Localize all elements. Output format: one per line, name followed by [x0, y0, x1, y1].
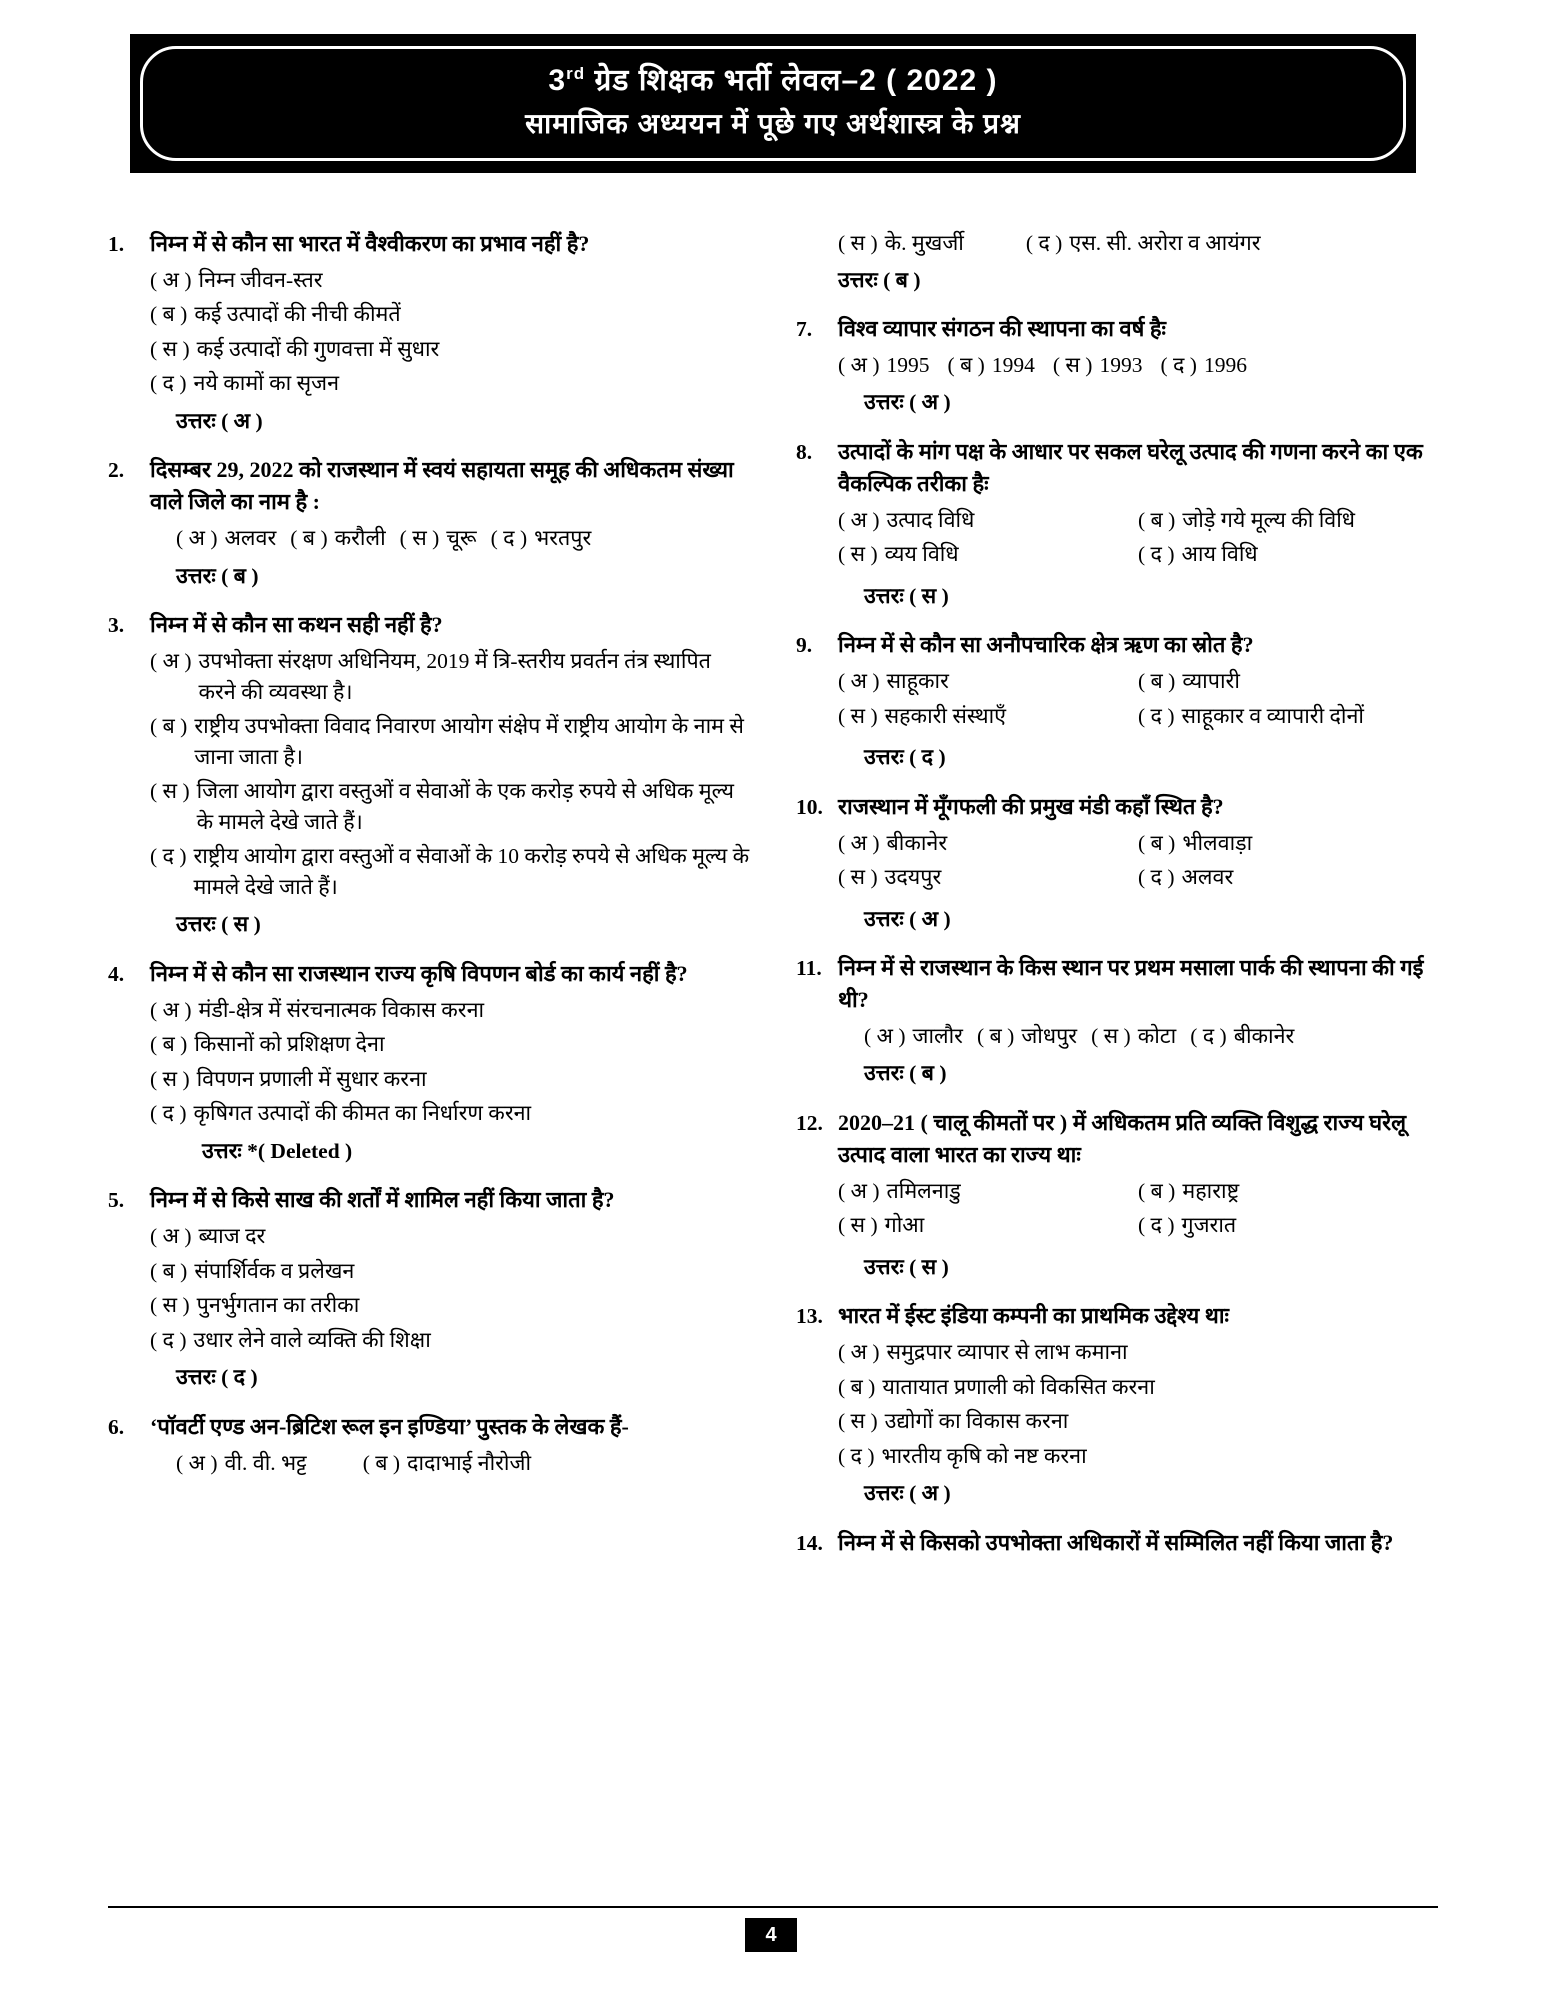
option-label-d: ( द ): [1138, 865, 1175, 890]
option-text: राष्ट्रीय आयोग द्वारा वस्तुओं व सेवाओं के 10 करोड़ रुपये से अधिक मूल्य के मामले देखे जाते हैं।: [193, 844, 750, 899]
header-title-line2: सामाजिक अध्ययन में पूछे गए अर्थशास्त्र के प्रश्न: [525, 107, 1021, 139]
option-label-d: ( द ): [1025, 231, 1063, 255]
option-text: राष्ट्रीय उपभोक्ता विवाद निवारण आयोग संक्षेप में राष्ट्रीय आयोग के नाम से जाना जाता है।: [194, 714, 744, 769]
option-text: बीकानेर: [1233, 1023, 1295, 1048]
option-text: उपभोक्ता संरक्षण अधिनियम, 2019 में त्रि-स्तरीय प्रवर्तन तंत्र स्थापित करने की व्यवस्था है।: [198, 649, 711, 704]
option-b[interactable]: [1138, 1176, 1438, 1207]
option-label-a: ( अ ): [150, 997, 192, 1022]
page-header-banner: [130, 34, 1416, 173]
question-block: [796, 629, 1438, 788]
option-text: जोड़े गये मूल्य की विधि: [1182, 507, 1356, 532]
option-label-a: ( अ ): [838, 1178, 880, 1203]
option-text: चूरू: [446, 526, 477, 551]
option-text: अलवर: [1181, 865, 1234, 890]
options-list: [150, 265, 750, 399]
question-12: [796, 1107, 1438, 1298]
question-number: 14.: [796, 1530, 823, 1555]
question-1: [108, 228, 750, 452]
option-text: जालौर: [912, 1023, 963, 1048]
option-label-d: ( द ): [150, 844, 187, 869]
option-label-s: ( स ): [150, 1293, 190, 1318]
option-a[interactable]: [864, 1021, 963, 1052]
option-b[interactable]: [150, 1256, 750, 1287]
option-label-s: ( स ): [838, 1213, 878, 1238]
option-d[interactable]: [838, 1441, 1438, 1472]
option-text: के. मुखर्जी: [884, 231, 964, 255]
options-list: [150, 646, 750, 902]
option-s[interactable]: [838, 701, 1138, 732]
options-list: [150, 523, 750, 554]
question-13: [796, 1300, 1438, 1524]
option-label-b: ( ब ): [1138, 1178, 1176, 1203]
option-text: समुद्रपार व्यापार से लाभ कमाना: [886, 1340, 1128, 1365]
question-number: 11.: [796, 956, 822, 981]
question-block: [796, 791, 1438, 950]
option-text: नये कामों का सृजन: [193, 371, 340, 396]
option-a[interactable]: [150, 995, 750, 1026]
options-list: [838, 666, 1438, 735]
option-label-s: ( स ): [838, 703, 878, 728]
question-text: निम्न में से राजस्थान के किस स्थान पर प्रथम मसाला पार्क की स्थापना की गई थी?: [838, 955, 1424, 1013]
question-3: [108, 609, 750, 956]
option-label-a: ( अ ): [176, 526, 218, 551]
option-text: गोआ: [884, 1213, 925, 1238]
option-b[interactable]: [363, 1448, 531, 1479]
option-s[interactable]: [1053, 350, 1143, 381]
option-a[interactable]: [838, 666, 1138, 697]
question-block: [796, 1527, 1438, 1564]
page-number-badge: 4: [745, 1918, 797, 1952]
option-text: भीलवाड़ा: [1182, 830, 1253, 855]
option-a[interactable]: [838, 1337, 1438, 1368]
option-text: आय विधि: [1181, 542, 1258, 567]
question-9: [796, 629, 1438, 788]
option-text: बीकानेर: [886, 830, 948, 855]
option-label-d: ( द ): [150, 1327, 187, 1352]
option-label-s: ( स ): [1052, 352, 1093, 377]
option-label-b: ( ब ): [362, 1450, 401, 1475]
option-text: 1994: [991, 352, 1035, 377]
answer-line: उत्तरः *( Deleted ): [202, 1138, 353, 1163]
question-block: [796, 952, 1438, 1105]
option-b[interactable]: [150, 711, 750, 772]
option-b[interactable]: [150, 299, 750, 330]
option-a[interactable]: [838, 828, 1138, 859]
option-label-d: ( द ): [1138, 1213, 1175, 1238]
options-list: [838, 350, 1438, 381]
footer-divider: [108, 1906, 1438, 1908]
answer-line: उत्तरः ( अ ): [864, 390, 951, 415]
right-column: [796, 228, 1438, 1868]
option-label-b: ( ब ): [1138, 830, 1176, 855]
option-text: एस. सी. अरोरा व आयंगर: [1069, 231, 1261, 255]
option-d[interactable]: [150, 368, 750, 399]
question-block: [108, 958, 750, 1182]
option-label-a: ( अ ): [150, 649, 192, 674]
answer-line: उत्तरः ( स ): [864, 1254, 949, 1279]
option-a[interactable]: [838, 350, 930, 381]
question-block: [108, 454, 750, 607]
option-s[interactable]: [838, 862, 1138, 893]
option-label-a: ( अ ): [838, 669, 880, 694]
question-text: निम्न में से कौन सा भारत में वैश्वीकरण का प्रभाव नहीं है?: [150, 231, 590, 256]
question-text: राजस्थान में मूँगफली की प्रमुख मंडी कहाँ स्थित है?: [838, 793, 1224, 819]
options-list: [796, 228, 1438, 259]
option-label-d: ( द ): [1138, 542, 1175, 567]
option-text: कोटा: [1137, 1023, 1177, 1048]
option-label-a: ( अ ): [864, 1023, 906, 1048]
option-text: मंडी-क्षेत्र में संरचनात्मक विकास करना: [198, 997, 485, 1022]
option-s[interactable]: [838, 539, 1138, 570]
question-block: [108, 1411, 750, 1482]
option-text: संपार्शिर्वक व प्रलेखन: [194, 1258, 355, 1283]
option-s[interactable]: [1091, 1021, 1176, 1052]
option-label-b: ( ब ): [947, 352, 985, 377]
question-text: निम्न में से कौन सा राजस्थान राज्य कृषि विपणन बोर्ड का कार्य नहीं है?: [150, 960, 688, 986]
option-text: जोधपुर: [1021, 1023, 1078, 1048]
question-number: 6.: [108, 1414, 125, 1439]
option-text: भारतीय कृषि को नष्ट करना: [881, 1443, 1087, 1468]
header-title-rest: ग्रेड शिक्षक भर्ती लेवल–2 ( 2022 ): [585, 64, 998, 97]
option-d[interactable]: [1160, 350, 1247, 381]
options-list: [150, 1448, 750, 1479]
option-text: अलवर: [224, 526, 277, 551]
question-11: [796, 952, 1438, 1105]
option-text: कृषिगत उत्पादों की कीमत का निर्धारण करना: [193, 1101, 532, 1126]
question-text: ‘पॉवर्टी एण्ड अन-ब्रिटिश रूल इन इण्डिया’ पुस्तक के लेखक हैं-: [150, 1413, 629, 1439]
option-label-d: ( द ): [490, 526, 528, 551]
option-d[interactable]: [150, 1325, 750, 1356]
option-label-b: ( ब ): [150, 714, 188, 739]
option-d[interactable]: [150, 841, 750, 902]
question-text: उत्पादों के मांग पक्ष के आधार पर सकल घरेलू उत्पाद की गणना करने का एक वैकल्पिक तरीका हैः: [838, 438, 1423, 496]
option-text: कई उत्पादों की नीची कीमतें: [194, 302, 401, 327]
option-text: दादाभाई नौरोजी: [407, 1450, 532, 1475]
question-block: [108, 1184, 750, 1408]
option-label-s: ( स ): [150, 779, 190, 804]
question-text: विश्व व्यापार संगठन की स्थापना का वर्ष हैः: [838, 316, 1166, 342]
question-2: [108, 454, 750, 607]
option-s[interactable]: [150, 1064, 750, 1095]
option-label-b: ( ब ): [290, 526, 328, 551]
question-10: [796, 791, 1438, 950]
option-label-s: ( स ): [838, 865, 878, 890]
question-number: 10.: [796, 794, 823, 819]
option-d[interactable]: [1138, 701, 1438, 732]
answer-line: उत्तरः ( अ ): [176, 408, 263, 433]
option-s[interactable]: [150, 776, 750, 837]
option-text: उद्योगों का विकास करना: [884, 1409, 1069, 1434]
question-number: 5.: [108, 1188, 125, 1213]
question-number: 12.: [796, 1110, 823, 1135]
option-text: उधार लेने वाले व्यक्ति की शिक्षा: [193, 1327, 431, 1352]
answer-line: उत्तरः ( ब ): [864, 1061, 947, 1086]
option-b[interactable]: [948, 350, 1035, 381]
option-label-a: ( अ ): [176, 1450, 218, 1475]
answer-line: उत्तरः ( ब ): [176, 563, 259, 588]
question-6-continuation: [796, 228, 1438, 295]
option-b[interactable]: [1138, 828, 1438, 859]
answer-line: उत्तरः ( द ): [176, 1365, 258, 1390]
option-text: व्यापारी: [1182, 669, 1240, 694]
left-column: [108, 228, 750, 1868]
option-text: भरतपुर: [534, 526, 592, 551]
option-d[interactable]: [1026, 228, 1261, 259]
option-text: वी. वी. भट्ट: [224, 1450, 307, 1475]
question-block: [796, 313, 1438, 434]
question-number: 13.: [796, 1304, 823, 1329]
option-text: पुनर्भुगतान का तरीका: [196, 1293, 360, 1318]
option-b[interactable]: [977, 1021, 1077, 1052]
options-list: [838, 1176, 1438, 1245]
page-header-inner: [140, 46, 1406, 161]
option-text: 1996: [1203, 352, 1247, 377]
answer-line: उत्तरः ( स ): [176, 912, 261, 937]
question-text: भारत में ईस्ट इंडिया कम्पनी का प्राथमिक उद्देश्य थाः: [838, 1303, 1229, 1329]
option-text: साहूकार व व्यापारी दोनों: [1181, 703, 1364, 728]
header-title-line1: [163, 61, 1383, 102]
option-b[interactable]: [838, 1372, 1438, 1403]
options-list: [150, 995, 750, 1129]
option-d[interactable]: [491, 523, 592, 554]
answer-line: उत्तरः ( ब ): [838, 267, 921, 292]
option-label-b: ( ब ): [976, 1023, 1015, 1048]
question-number: 1.: [108, 232, 125, 256]
option-label-a: ( अ ): [150, 267, 192, 292]
option-a[interactable]: [176, 523, 276, 554]
options-list: [838, 1021, 1438, 1052]
question-5: [108, 1184, 750, 1408]
question-text: निम्न में से कौन सा अनौपचारिक क्षेत्र ऋण का स्रोत है?: [838, 632, 1254, 658]
option-label-a: ( अ ): [838, 352, 880, 377]
option-text: विपणन प्रणाली में सुधार करना: [196, 1066, 427, 1091]
option-a[interactable]: [838, 1176, 1138, 1207]
option-label-b: ( ब ): [838, 1374, 876, 1399]
option-label-s: ( स ): [150, 336, 190, 361]
option-label-b: ( ब ): [150, 302, 188, 327]
question-6: [108, 1411, 750, 1482]
answer-line: उत्तरः ( स ): [864, 583, 949, 608]
question-block: [796, 436, 1438, 627]
option-text: उत्पाद विधि: [886, 507, 975, 532]
option-text: किसानों को प्रशिक्षण देना: [194, 1032, 385, 1057]
options-list: [838, 505, 1438, 574]
option-a[interactable]: [838, 505, 1138, 536]
two-column-body: [108, 228, 1438, 1868]
option-text: जिला आयोग द्वारा वस्तुओं व सेवाओं के एक करोड़ रुपये से अधिक मूल्य के मामले देखे जाते हैं।: [196, 779, 734, 834]
option-text: कई उत्पादों की गुणवत्ता में सुधार: [196, 336, 440, 361]
question-text: 2020–21 ( चालू कीमतों पर ) में अधिकतम प्रति व्यक्ति विशुद्ध राज्य घरेलू उत्पाद वाला भारत का राज्य थाः: [838, 1109, 1406, 1167]
option-b[interactable]: [150, 1029, 750, 1060]
question-text: निम्न में से किसे साख की शर्तों में शामिल नहीं किया जाता है?: [150, 1187, 615, 1213]
option-label-s: ( स ): [838, 231, 878, 255]
option-d[interactable]: [150, 1098, 750, 1129]
option-b[interactable]: [290, 523, 385, 554]
option-label-s: ( स ): [399, 526, 440, 551]
option-text: गुजरात: [1181, 1213, 1237, 1238]
option-text: निम्न जीवन-स्तर: [198, 267, 323, 292]
option-label-d: ( द ): [838, 1443, 875, 1468]
option-d[interactable]: [1138, 539, 1438, 570]
option-label-s: ( स ): [150, 1066, 190, 1091]
option-label-a: ( अ ): [838, 830, 880, 855]
option-label-s: ( स ): [1091, 1023, 1131, 1048]
option-label-d: ( द ): [1138, 703, 1175, 728]
option-s[interactable]: [838, 1210, 1138, 1241]
option-label-a: ( अ ): [150, 1224, 192, 1249]
option-text: उदयपुर: [884, 865, 942, 890]
header-title-superscript: rd: [566, 64, 586, 83]
option-text: 1995: [886, 352, 930, 377]
option-text: ब्याज दर: [198, 1224, 266, 1249]
option-a[interactable]: [176, 1448, 307, 1479]
option-label-s: ( स ): [838, 1409, 878, 1434]
option-label-b: ( ब ): [150, 1258, 188, 1283]
question-number: 4.: [108, 961, 125, 986]
question-7: [796, 313, 1438, 434]
option-text: तमिलनाडु: [886, 1178, 961, 1203]
question-number: 3.: [108, 613, 125, 638]
option-text: 1993: [1099, 352, 1143, 377]
answer-line: उत्तरः ( अ ): [864, 906, 951, 931]
option-d[interactable]: [1138, 1210, 1438, 1241]
options-list: [838, 828, 1438, 897]
option-a[interactable]: [150, 1221, 750, 1252]
option-label-b: ( ब ): [150, 1032, 188, 1057]
header-title-prefix: 3: [548, 64, 567, 97]
question-number: 8.: [796, 439, 813, 464]
option-label-d: ( द ): [1190, 1023, 1227, 1048]
question-block: [108, 609, 750, 956]
question-number: 9.: [796, 633, 813, 658]
options-list: [150, 1221, 750, 1355]
option-label-d: ( द ): [150, 1101, 187, 1126]
option-text: सहकारी संस्थाएँ: [884, 703, 1007, 728]
option-label-b: ( ब ): [1138, 669, 1176, 694]
options-list: [838, 1337, 1438, 1471]
option-s[interactable]: [838, 1406, 1438, 1437]
option-label-s: ( स ): [838, 542, 878, 567]
question-text: दिसम्बर 29, 2022 को राजस्थान में स्वयं सहायता समूह की अधिकतम संख्या वाले जिले का नाम है :: [150, 457, 734, 515]
question-number: 7.: [796, 317, 813, 342]
option-a[interactable]: [150, 646, 750, 707]
question-14: [796, 1527, 1438, 1564]
question-block: [796, 1300, 1438, 1524]
option-s[interactable]: [400, 523, 477, 554]
question-text: निम्न में से किसको उपभोक्ता अधिकारों में सम्मिलित नहीं किया जाता है?: [838, 1529, 1394, 1555]
option-text: करौली: [334, 526, 386, 551]
answer-line: उत्तरः ( अ ): [864, 1481, 951, 1506]
option-label-a: ( अ ): [838, 1340, 880, 1365]
option-label-b: ( ब ): [1138, 507, 1176, 532]
answer-line: उत्तरः ( द ): [864, 745, 946, 770]
question-4: [108, 958, 750, 1182]
option-text: महाराष्ट्र: [1182, 1178, 1240, 1203]
question-8: [796, 436, 1438, 627]
option-d[interactable]: [1138, 862, 1438, 893]
option-label-a: ( अ ): [838, 507, 880, 532]
option-d[interactable]: [1190, 1021, 1294, 1052]
question-block: [796, 1107, 1438, 1298]
option-text: यातायात प्रणाली को विकसित करना: [882, 1374, 1155, 1399]
option-a[interactable]: [150, 265, 750, 296]
option-label-d: ( द ): [150, 371, 187, 396]
option-text: व्यय विधि: [884, 542, 959, 567]
option-label-d: ( द ): [1160, 352, 1197, 377]
option-b[interactable]: [1138, 666, 1438, 697]
option-b[interactable]: [1138, 505, 1438, 536]
question-block: [108, 228, 750, 452]
option-text: साहूकार: [886, 669, 949, 694]
option-s[interactable]: [150, 334, 750, 365]
question-text: निम्न में से कौन सा कथन सही नहीं है?: [150, 612, 443, 638]
question-number: 2.: [108, 458, 125, 483]
option-s[interactable]: [150, 1290, 750, 1321]
option-s[interactable]: [838, 228, 964, 259]
